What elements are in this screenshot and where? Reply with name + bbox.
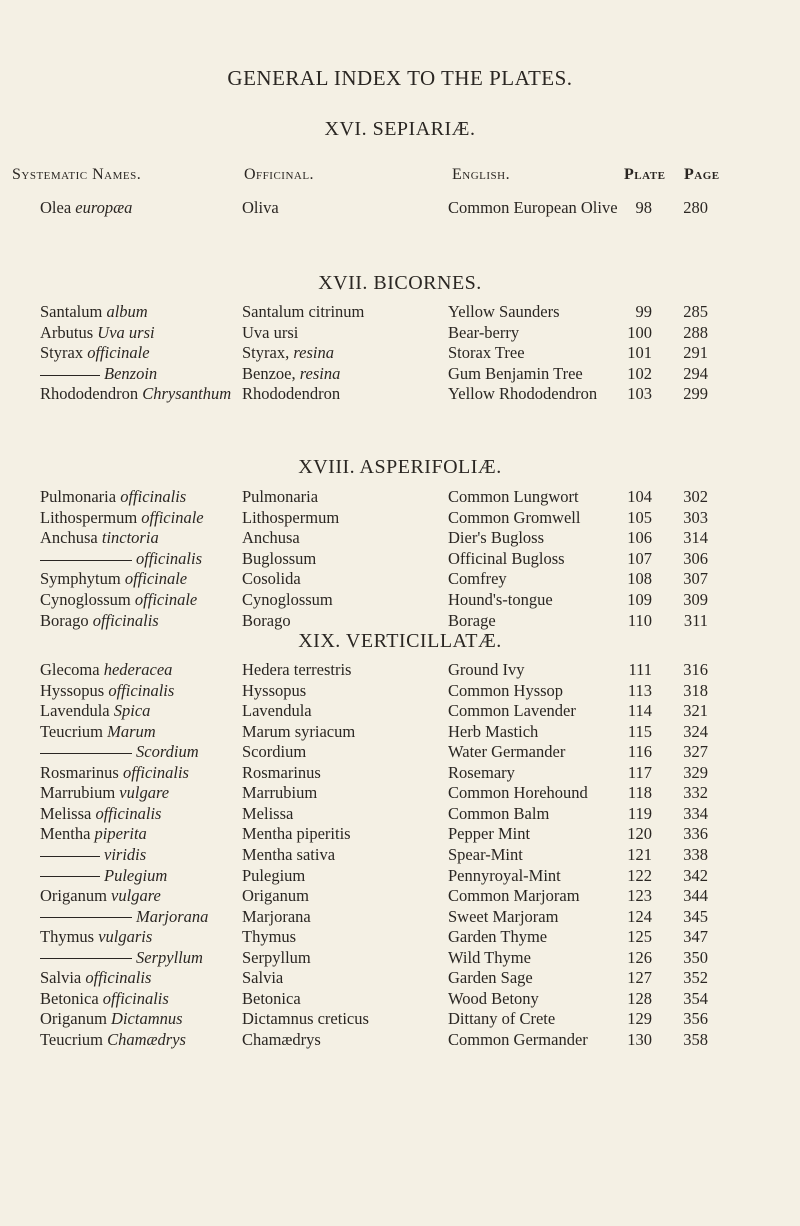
page-number: 356 (683, 1009, 708, 1029)
officinal-text: Rhododendron (242, 384, 341, 404)
species-name: officinale (87, 343, 150, 363)
systematic-name (40, 866, 167, 886)
english-name: Ground Ivy (448, 660, 525, 679)
species-name: Pulegium (104, 865, 168, 885)
english-name: Common Balm (448, 803, 550, 823)
plate-number: 115 (627, 721, 652, 741)
plate-number: 116 (627, 742, 652, 762)
english-name: Yellow Saunders (448, 302, 560, 321)
ditto-dash (40, 958, 132, 959)
species-name: officinalis (85, 968, 152, 988)
officinal-name (242, 722, 355, 742)
officinal-text: Betonica (242, 988, 301, 1008)
systematic-name (40, 660, 172, 680)
index-row (0, 948, 800, 970)
systematic-name (40, 364, 157, 384)
english-name: Water Germander (448, 742, 566, 762)
english-name: Bear-berry (448, 322, 520, 342)
page-number: 334 (683, 803, 708, 823)
officinal-name (242, 302, 364, 322)
systematic-name (40, 611, 159, 631)
plate-number: 124 (627, 906, 652, 926)
english-name: Comfrey (448, 569, 507, 589)
officinal-text: Origanum (242, 886, 309, 906)
species-name: officinalis (120, 487, 187, 506)
genus-name: Thymus (40, 927, 95, 947)
species-name: europæa (75, 198, 133, 217)
plate-number: 127 (627, 968, 652, 988)
systematic-name (40, 742, 199, 762)
genus-name: Styrax (40, 343, 84, 363)
section-heading: XIX. VERTICILLATÆ. (298, 630, 502, 652)
officinal-text: Buglossum (242, 548, 317, 568)
plate-number: 120 (627, 824, 652, 844)
officinal-name (242, 886, 309, 906)
genus-name: Lavendula (40, 701, 110, 721)
officinal-text: Uva ursi (242, 322, 299, 342)
officinal-name (242, 569, 301, 589)
english-name: Rosemary (448, 762, 515, 782)
systematic-name (40, 886, 161, 906)
english-name: Sweet Marjoram (448, 906, 559, 926)
species-name: Serpyllum (136, 947, 203, 967)
genus-name: Teucrium (40, 1029, 103, 1049)
species-name: Benzoin (104, 363, 158, 383)
ditto-dash (40, 375, 100, 376)
systematic-name (40, 1030, 186, 1050)
species-name: officinale (141, 507, 204, 527)
page-number: 288 (683, 322, 708, 342)
officinal-name (242, 948, 311, 968)
species-name: Scordium (136, 742, 199, 762)
index-row (0, 907, 800, 929)
officinal-text: Hyssopus (242, 680, 307, 700)
species-name: viridis (104, 844, 147, 864)
index-row (0, 722, 800, 744)
plate-number: 128 (627, 988, 652, 1008)
section-heading: XVI. SEPIARIÆ. (324, 118, 476, 140)
plate-number: 102 (627, 363, 652, 383)
officinal-text: Cosolida (242, 569, 301, 589)
plate-number: 106 (627, 528, 652, 548)
page-number: 329 (683, 762, 708, 782)
page-number: 327 (683, 742, 708, 762)
species-name: Chamædrys (107, 1029, 186, 1049)
english-name: Yellow Rhododendron (448, 384, 598, 404)
index-row (0, 660, 800, 682)
page-number: 332 (683, 783, 708, 803)
species-name: Dictamnus (111, 1009, 183, 1029)
officinal-text: Hedera terrestris (242, 660, 352, 679)
officinal-text: Melissa (242, 803, 294, 823)
officinal-name (242, 549, 316, 569)
officinal-text: Borago (242, 610, 291, 630)
column-header-plate: Plate (624, 166, 666, 183)
english-name: Common Lungwort (448, 487, 579, 506)
index-row (0, 569, 800, 591)
plate-number: 117 (627, 762, 652, 782)
page-number: 309 (683, 590, 708, 609)
english-name: Hound's-tongue (448, 590, 553, 609)
plate-number: 107 (627, 548, 652, 568)
index-row (0, 968, 800, 990)
officinal-name (242, 1009, 369, 1029)
officinal-name (242, 198, 279, 218)
index-row (0, 989, 800, 1011)
officinal-name (242, 611, 291, 631)
officinal-name (242, 763, 321, 783)
plate-number: 122 (627, 865, 652, 885)
systematic-name (40, 198, 132, 218)
page-number: 318 (683, 680, 708, 700)
genus-name: Symphytum (40, 569, 121, 589)
column-header-officinal: Officinal. (244, 166, 315, 183)
officinal-text: Lavendula (242, 701, 312, 721)
officinal-qualifier: resina (299, 363, 341, 383)
english-name: Dittany of Crete (448, 1009, 556, 1029)
officinal-text: Salvia (242, 968, 284, 988)
index-row (0, 198, 800, 220)
officinal-name (242, 528, 300, 548)
english-name: Common Hyssop (448, 680, 564, 700)
genus-name: Teucrium (40, 721, 103, 741)
officinal-name (242, 364, 340, 384)
page-number: 344 (683, 886, 708, 906)
systematic-name (40, 763, 189, 783)
ditto-dash (40, 876, 100, 877)
english-name: Pepper Mint (448, 824, 531, 844)
genus-name: Betonica (40, 988, 99, 1008)
page-number: 338 (683, 844, 708, 864)
officinal-name (242, 845, 335, 865)
officinal-name (242, 590, 333, 610)
species-name: officinalis (108, 680, 175, 700)
plate-number: 130 (627, 1029, 652, 1049)
page-number: 306 (683, 548, 708, 568)
index-row (0, 845, 800, 867)
english-name: Borage (448, 610, 496, 630)
officinal-name (242, 1030, 321, 1050)
systematic-name (40, 528, 159, 548)
index-row (0, 590, 800, 612)
page-number: 280 (683, 198, 708, 217)
index-row (0, 302, 800, 324)
species-name: officinalis (95, 803, 162, 823)
plate-number: 100 (627, 322, 652, 342)
english-name: Spear-Mint (448, 844, 523, 864)
english-name: Storax Tree (448, 343, 525, 363)
page-number: 311 (683, 610, 708, 630)
officinal-name (242, 783, 317, 803)
plate-number: 108 (627, 569, 652, 589)
species-name: officinalis (136, 548, 202, 568)
officinal-text: Pulegium (242, 865, 306, 885)
officinal-text: Santalum citrinum (242, 302, 365, 321)
english-name: Herb Mastich (448, 721, 539, 741)
page-number: 299 (683, 384, 708, 404)
species-name: officinalis (92, 610, 159, 630)
genus-name: Hyssopus (40, 680, 105, 700)
index-row (0, 508, 800, 530)
officinal-name (242, 804, 293, 824)
genus-name: Pulmonaria (40, 487, 117, 506)
index-row (0, 343, 800, 365)
english-name: Wood Betony (448, 988, 539, 1008)
genus-name: Mentha (40, 824, 91, 844)
species-name: Uva ursi (97, 322, 155, 342)
english-name: Garden Thyme (448, 927, 548, 947)
genus-name: Santalum (40, 302, 103, 321)
species-name: album (106, 302, 148, 321)
index-row (0, 323, 800, 345)
english-name: Common Germander (448, 1029, 588, 1049)
officinal-text: Scordium (242, 742, 307, 762)
plate-number: 114 (627, 701, 652, 721)
systematic-name (40, 804, 161, 824)
plate-number: 105 (627, 507, 652, 527)
english-name: Gum Benjamin Tree (448, 363, 583, 383)
systematic-name (40, 302, 148, 322)
officinal-name (242, 907, 311, 927)
page-number: 336 (683, 824, 708, 844)
systematic-name (40, 968, 151, 988)
index-row (0, 1030, 800, 1052)
page-number: 350 (683, 947, 708, 967)
systematic-name (40, 590, 197, 610)
plate-number: 99 (635, 302, 652, 321)
officinal-name (242, 660, 351, 680)
plate-number: 109 (627, 590, 652, 609)
index-row (0, 742, 800, 764)
index-row (0, 528, 800, 550)
systematic-name (40, 989, 169, 1009)
plate-number: 98 (635, 198, 652, 217)
index-row (0, 927, 800, 949)
species-name: Chrysanthum (142, 384, 232, 404)
officinal-text: Marum syriacum (242, 721, 356, 741)
officinal-text: Pulmonaria (242, 487, 319, 506)
genus-name: Melissa (40, 803, 92, 823)
species-name: vulgare (119, 783, 170, 803)
english-name: Common Marjoram (448, 886, 580, 906)
genus-name: Salvia (40, 968, 82, 988)
officinal-name (242, 508, 339, 528)
english-name: Pennyroyal-Mint (448, 865, 561, 885)
systematic-name (40, 384, 231, 404)
index-row (0, 487, 800, 509)
systematic-name (40, 508, 204, 528)
genus-name: Rhododendron (40, 384, 139, 404)
genus-name: Origanum (40, 1009, 107, 1029)
page-number: 294 (683, 363, 708, 383)
index-row (0, 549, 800, 571)
systematic-name (40, 343, 150, 363)
plate-number: 129 (627, 1009, 652, 1029)
ditto-dash (40, 917, 132, 918)
systematic-name (40, 323, 155, 343)
index-row (0, 701, 800, 723)
column-header-systematic: Systematic Names. (12, 166, 142, 183)
english-name: Common Lavender (448, 701, 576, 721)
officinal-name (242, 701, 312, 721)
genus-name: Cynoglossum (40, 590, 131, 609)
officinal-text: Styrax, (242, 343, 290, 363)
officinal-text: Lithospermum (242, 507, 340, 527)
officinal-text: Chamædrys (242, 1029, 321, 1049)
systematic-name (40, 927, 152, 947)
plate-number: 101 (627, 343, 652, 363)
english-name: Common Gromwell (448, 507, 581, 527)
species-name: vulgaris (98, 927, 153, 947)
species-name: officinale (134, 590, 198, 609)
species-name: vulgare (111, 886, 161, 906)
page-number: 352 (683, 968, 708, 988)
page-number: 302 (683, 487, 708, 506)
plate-number: 126 (627, 947, 652, 967)
genus-name: Glecoma (40, 660, 100, 679)
officinal-text: Oliva (242, 198, 279, 217)
systematic-name (40, 569, 187, 589)
section-heading: XVII. BICORNES. (318, 272, 482, 294)
officinal-name (242, 866, 305, 886)
genus-name: Borago (40, 610, 89, 630)
species-name: Spica (113, 701, 151, 721)
officinal-name (242, 487, 318, 507)
officinal-name (242, 927, 296, 947)
ditto-dash (40, 753, 132, 754)
officinal-text: Serpyllum (242, 947, 311, 967)
english-name: Common Horehound (448, 783, 588, 803)
genus-name: Olea (40, 198, 72, 217)
systematic-name (40, 948, 203, 968)
officinal-text: Mentha sativa (242, 844, 336, 864)
page-number: 285 (683, 302, 708, 321)
english-name: Common European Olive (448, 198, 618, 217)
page-number: 345 (683, 906, 708, 926)
english-name: Dier's Bugloss (448, 528, 545, 548)
species-name: Marjorana (136, 906, 209, 926)
officinal-name (242, 742, 306, 762)
plate-number: 103 (627, 384, 652, 404)
systematic-name (40, 907, 208, 927)
page-number: 358 (683, 1029, 708, 1049)
systematic-name (40, 701, 150, 721)
index-row (0, 1009, 800, 1031)
english-name: Wild Thyme (448, 947, 531, 967)
index-row (0, 866, 800, 888)
page-number: 291 (683, 343, 708, 363)
ditto-dash (40, 560, 132, 561)
officinal-text: Marrubium (242, 783, 318, 803)
officinal-name (242, 323, 298, 343)
plate-number: 119 (627, 803, 652, 823)
systematic-name (40, 783, 169, 803)
index-row (0, 804, 800, 826)
systematic-name (40, 549, 202, 569)
systematic-name (40, 845, 146, 865)
officinal-name (242, 681, 306, 701)
officinal-name (242, 343, 334, 363)
index-row (0, 384, 800, 406)
species-name: officinale (124, 569, 188, 589)
page-number: 321 (683, 701, 708, 721)
page-title: GENERAL INDEX TO THE PLATES. (227, 66, 573, 90)
page-number: 347 (683, 927, 708, 947)
page-number: 307 (683, 569, 708, 589)
plate-number: 121 (627, 844, 652, 864)
systematic-name (40, 681, 174, 701)
officinal-text: Cynoglossum (242, 590, 333, 609)
species-name: tinctoria (101, 528, 159, 548)
plate-number: 113 (627, 680, 652, 700)
species-name: officinalis (102, 988, 169, 1008)
species-name: piperita (94, 824, 147, 844)
officinal-text: Benzoe, (242, 363, 296, 383)
systematic-name (40, 722, 156, 742)
plate-number: 104 (627, 487, 652, 506)
officinal-text: Anchusa (242, 528, 300, 548)
species-name: hederacea (103, 660, 173, 679)
officinal-qualifier: resina (293, 343, 334, 363)
page-number: 303 (683, 507, 708, 527)
plate-number: 110 (627, 610, 652, 630)
officinal-name (242, 384, 340, 404)
officinal-name (242, 968, 283, 988)
english-name: Garden Sage (448, 968, 533, 988)
systematic-name (40, 487, 186, 507)
genus-name: Arbutus (40, 322, 94, 342)
genus-name: Anchusa (40, 528, 98, 548)
species-name: Marum (107, 721, 156, 741)
officinal-name (242, 824, 351, 844)
index-row (0, 763, 800, 785)
genus-name: Lithospermum (40, 507, 138, 527)
plate-number: 111 (628, 660, 652, 679)
index-row (0, 886, 800, 908)
species-name: officinalis (122, 762, 189, 782)
officinal-text: Marjorana (242, 906, 311, 926)
index-row (0, 824, 800, 846)
page-number: 316 (683, 660, 708, 679)
plate-number: 118 (627, 783, 652, 803)
plate-number: 123 (627, 886, 652, 906)
genus-name: Origanum (40, 886, 107, 906)
page-number: 354 (683, 988, 708, 1008)
index-row (0, 783, 800, 805)
genus-name: Marrubium (40, 783, 116, 803)
officinal-text: Dictamnus creticus (242, 1009, 369, 1029)
ditto-dash (40, 856, 100, 857)
column-header-english: English. (452, 166, 511, 183)
officinal-text: Thymus (242, 927, 297, 947)
genus-name: Rosmarinus (40, 762, 119, 782)
page-number: 324 (683, 721, 708, 741)
column-header-page: Page (684, 166, 720, 183)
plate-number: 125 (627, 927, 652, 947)
officinal-text: Rosmarinus (242, 762, 321, 782)
page-number: 342 (683, 865, 708, 885)
index-row (0, 364, 800, 386)
page-number: 314 (683, 528, 708, 548)
systematic-name (40, 1009, 183, 1029)
index-row (0, 681, 800, 703)
english-name: Officinal Bugloss (448, 548, 565, 568)
officinal-text: Mentha piperitis (242, 824, 351, 844)
systematic-name (40, 824, 147, 844)
officinal-name (242, 989, 301, 1009)
section-heading: XVIII. ASPERIFOLIÆ. (298, 456, 502, 478)
